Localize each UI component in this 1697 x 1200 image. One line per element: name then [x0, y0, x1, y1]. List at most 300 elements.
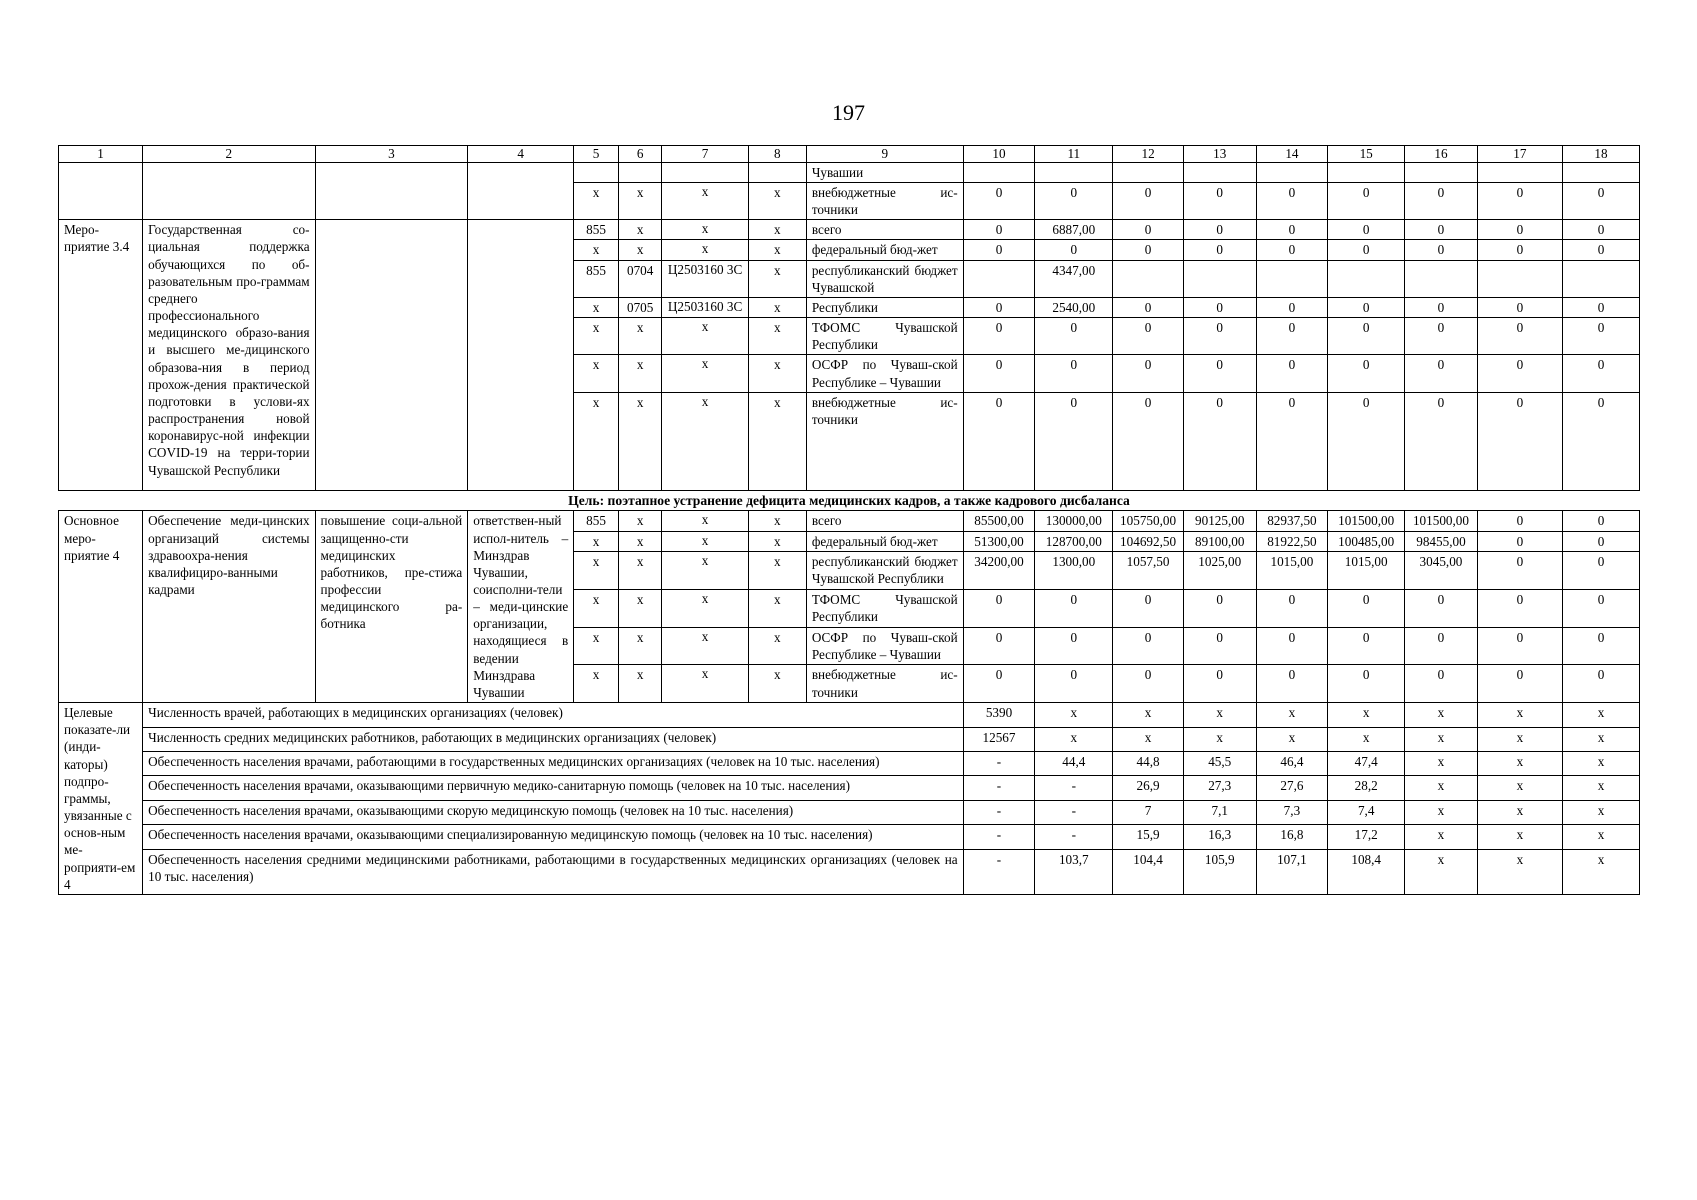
- code-grbs: х: [574, 665, 619, 703]
- indicator-value: х: [1113, 727, 1184, 751]
- amount: 0: [1477, 183, 1562, 220]
- amount: 104692,50: [1113, 531, 1184, 551]
- code-vr: х: [748, 531, 806, 551]
- amount: 0: [1113, 355, 1184, 392]
- code-grbs: х: [574, 355, 619, 392]
- column-number: 14: [1256, 146, 1328, 163]
- amount: 0: [1477, 297, 1562, 317]
- cell: [748, 162, 806, 182]
- amount: 0: [1183, 589, 1256, 627]
- amount: 0: [1477, 355, 1562, 392]
- amount: 0: [1477, 552, 1562, 590]
- indicator-value: -: [1035, 825, 1113, 849]
- amount: 34200,00: [963, 552, 1035, 590]
- amount: 0: [1405, 355, 1478, 392]
- indicator-value: 15,9: [1113, 825, 1184, 849]
- cell: [1405, 162, 1478, 182]
- indicator-value: 27,3: [1183, 776, 1256, 800]
- amount: 0: [1477, 531, 1562, 551]
- cell: [1328, 162, 1405, 182]
- cell: [143, 162, 315, 219]
- amount: 0: [1562, 220, 1639, 240]
- code-rzpr: х: [618, 355, 662, 392]
- indicator-value: 44,8: [1113, 751, 1184, 775]
- cell: [1477, 162, 1562, 182]
- amount: 0: [1256, 220, 1328, 240]
- column-number: 12: [1113, 146, 1184, 163]
- measure-goal: повышение соци-альной защищенно-сти медицинских работников, пре-стижа профессии медицинского ра-ботника: [315, 511, 468, 703]
- amount: 85500,00: [963, 511, 1035, 531]
- amount: 0: [1113, 240, 1184, 260]
- amount: 0: [963, 183, 1035, 220]
- amount: [1256, 260, 1328, 297]
- amount: 0: [1477, 511, 1562, 531]
- code-vr: х: [748, 220, 806, 240]
- indicator-value: -: [963, 849, 1035, 894]
- indicator-value: х: [1405, 703, 1478, 727]
- amount: 0: [1562, 318, 1639, 355]
- amount: 0: [1113, 589, 1184, 627]
- indicator-value: 105,9: [1183, 849, 1256, 894]
- indicator-name: Численность средних медицинских работников, работающих в медицинских организациях (человек): [143, 727, 964, 751]
- code-vr: х: [748, 589, 806, 627]
- code-vr: х: [748, 240, 806, 260]
- amount: 90125,00: [1183, 511, 1256, 531]
- amount: 0: [1405, 589, 1478, 627]
- program-table: [58, 145, 1640, 895]
- amount: 0: [1477, 589, 1562, 627]
- amount: 0: [1562, 665, 1639, 703]
- code-grbs: х: [574, 552, 619, 590]
- amount: 0: [963, 318, 1035, 355]
- indicator-value: х: [1477, 703, 1562, 727]
- amount: 0: [1113, 627, 1184, 665]
- amount: 0: [1328, 665, 1405, 703]
- amount: 0: [1328, 355, 1405, 392]
- amount: 2540,00: [1035, 297, 1113, 317]
- indicator-value: -: [963, 776, 1035, 800]
- code-grbs: х: [574, 627, 619, 665]
- funding-source: всего: [806, 511, 963, 531]
- code-vr: х: [748, 511, 806, 531]
- indicators-label: Целевые показате-ли (инди-каторы) подпро-граммы, увязанные с основ-ным ме-роприяти-ем 4: [59, 703, 143, 895]
- indicator-value: х: [1562, 703, 1639, 727]
- code-vr: х: [748, 552, 806, 590]
- amount: 1025,00: [1183, 552, 1256, 590]
- amount: 0: [1328, 589, 1405, 627]
- amount: 89100,00: [1183, 531, 1256, 551]
- amount: 0: [1477, 665, 1562, 703]
- amount: 0: [1035, 183, 1113, 220]
- amount: 4347,00: [1035, 260, 1113, 297]
- indicator-value: 108,4: [1328, 849, 1405, 894]
- indicator-value: 7,1: [1183, 800, 1256, 824]
- indicator-value: х: [1256, 727, 1328, 751]
- indicator-name: Численность врачей, работающих в медицинских организациях (человек): [143, 703, 964, 727]
- indicator-name: Обеспеченность населения средними медицинскими работниками, работающими в государственных медицинских организациях (человек на 10 тыс. населения): [143, 849, 964, 894]
- amount: 1015,00: [1328, 552, 1405, 590]
- code-rzpr: х: [618, 531, 662, 551]
- column-number: 18: [1562, 146, 1639, 163]
- amount: 0: [963, 240, 1035, 260]
- code-rzpr: х: [618, 665, 662, 703]
- amount: [1183, 260, 1256, 297]
- indicator-value: -: [1035, 800, 1113, 824]
- table-row: [59, 511, 1640, 531]
- column-number: 8: [748, 146, 806, 163]
- indicator-value: 26,9: [1113, 776, 1184, 800]
- code-vr: х: [748, 665, 806, 703]
- funding-source: Чувашии: [806, 162, 963, 182]
- indicator-value: 45,5: [1183, 751, 1256, 775]
- indicator-value: -: [1035, 776, 1113, 800]
- column-number: 11: [1035, 146, 1113, 163]
- code-rzpr: х: [618, 392, 662, 490]
- amount: 130000,00: [1035, 511, 1113, 531]
- code-vr: х: [748, 392, 806, 490]
- amount: 6887,00: [1035, 220, 1113, 240]
- code-grbs: 855: [574, 220, 619, 240]
- indicator-name: Обеспеченность населения врачами, оказывающими первичную медико-санитарную помощь (человек на 10 тыс. населения): [143, 776, 964, 800]
- code-grbs: 855: [574, 260, 619, 297]
- indicator-value: 46,4: [1256, 751, 1328, 775]
- code-grbs: х: [574, 183, 619, 220]
- code-grbs: х: [574, 240, 619, 260]
- code-csr: Ц2503160 3С: [662, 297, 748, 317]
- amount: [1562, 260, 1639, 297]
- cell: [574, 162, 619, 182]
- code-rzpr: х: [618, 220, 662, 240]
- indicator-value: х: [1035, 703, 1113, 727]
- code-grbs: х: [574, 589, 619, 627]
- funding-source: федеральный бюд-жет: [806, 240, 963, 260]
- code-rzpr: х: [618, 183, 662, 220]
- indicator-row: [59, 800, 1640, 824]
- column-number: 9: [806, 146, 963, 163]
- cell: [468, 220, 574, 490]
- amount: 0: [963, 392, 1035, 490]
- amount: 0: [1256, 392, 1328, 490]
- code-csr: х: [662, 240, 748, 260]
- indicator-value: х: [1328, 703, 1405, 727]
- indicator-value: х: [1477, 849, 1562, 894]
- amount: 0: [1477, 392, 1562, 490]
- column-number: 1: [59, 146, 143, 163]
- amount: 0: [1035, 318, 1113, 355]
- column-number: 16: [1405, 146, 1478, 163]
- indicator-value: х: [1477, 800, 1562, 824]
- code-grbs: х: [574, 318, 619, 355]
- code-csr: х: [662, 392, 748, 490]
- table-row: [59, 220, 1640, 240]
- amount: [1477, 260, 1562, 297]
- amount: 0: [1113, 318, 1184, 355]
- measure-label: Основное меро-приятие 4: [59, 511, 143, 703]
- amount: 0: [1562, 511, 1639, 531]
- code-csr: х: [662, 531, 748, 551]
- code-rzpr: х: [618, 240, 662, 260]
- code-vr: х: [748, 297, 806, 317]
- amount: 0: [1035, 355, 1113, 392]
- code-rzpr: х: [618, 511, 662, 531]
- amount: 0: [1562, 531, 1639, 551]
- amount: 0: [1113, 392, 1184, 490]
- amount: 0: [963, 627, 1035, 665]
- cell: [315, 220, 468, 490]
- amount: 0: [1256, 297, 1328, 317]
- amount: 0: [1405, 297, 1478, 317]
- code-rzpr: 0705: [618, 297, 662, 317]
- amount: 0: [1183, 355, 1256, 392]
- code-csr: х: [662, 589, 748, 627]
- amount: 0: [1328, 220, 1405, 240]
- funding-source: ОСФР по Чуваш-ской Республике – Чувашии: [806, 355, 963, 392]
- indicator-name: Обеспеченность населения врачами, работающими в государственных медицинских организациях (человек на 10 тыс. населения): [143, 751, 964, 775]
- cell: [618, 162, 662, 182]
- amount: 0: [1256, 627, 1328, 665]
- amount: 0: [1183, 240, 1256, 260]
- funding-source: ТФОМС Чувашской Республики: [806, 318, 963, 355]
- funding-source: федеральный бюд-жет: [806, 531, 963, 551]
- cell: [1113, 162, 1184, 182]
- amount: 0: [1328, 297, 1405, 317]
- indicator-name: Обеспеченность населения врачами, оказывающими скорую медицинскую помощь (человек на 10 тыс. населения): [143, 800, 964, 824]
- amount: 0: [1035, 240, 1113, 260]
- indicator-value: х: [1035, 727, 1113, 751]
- amount: 0: [1256, 589, 1328, 627]
- amount: 1015,00: [1256, 552, 1328, 590]
- column-number: 13: [1183, 146, 1256, 163]
- amount: 0: [1405, 240, 1478, 260]
- amount: 1300,00: [1035, 552, 1113, 590]
- funding-source: республиканский бюджет Чувашской: [806, 260, 963, 297]
- code-csr: х: [662, 318, 748, 355]
- measure-label: Меро-приятие 3.4: [59, 220, 143, 490]
- amount: 0: [1405, 627, 1478, 665]
- measure-name: Государственная со-циальная поддержка обучающихся по об-разовательным про-граммам среднего профессионального медицинского образо-вания и высшего ме-дицинского образова-ния в период прохож-дения практической подготовки в услови-ях распространения новой коронавирус-ной инфекции COVID-19 на терри-тории Чувашской Республики: [143, 220, 315, 490]
- amount: 1057,50: [1113, 552, 1184, 590]
- indicator-value: 16,3: [1183, 825, 1256, 849]
- amount: 101500,00: [1405, 511, 1478, 531]
- indicator-value: 104,4: [1113, 849, 1184, 894]
- code-rzpr: х: [618, 552, 662, 590]
- amount: 0: [1562, 589, 1639, 627]
- amount: 0: [1183, 220, 1256, 240]
- indicator-value: х: [1477, 727, 1562, 751]
- indicator-value: х: [1183, 727, 1256, 751]
- amount: 0: [1183, 318, 1256, 355]
- amount: 0: [1562, 297, 1639, 317]
- indicator-value: х: [1405, 776, 1478, 800]
- indicator-value: х: [1477, 825, 1562, 849]
- amount: 0: [1328, 318, 1405, 355]
- indicator-value: х: [1183, 703, 1256, 727]
- indicator-value: 7,3: [1256, 800, 1328, 824]
- indicator-value: 7: [1113, 800, 1184, 824]
- funding-source: внебюджетные ис-точники: [806, 665, 963, 703]
- indicator-value: 47,4: [1328, 751, 1405, 775]
- indicator-value: 16,8: [1256, 825, 1328, 849]
- code-csr: х: [662, 511, 748, 531]
- funding-source: республиканский бюджет Чувашской Республики: [806, 552, 963, 590]
- indicator-value: х: [1405, 849, 1478, 894]
- amount: 0: [1477, 220, 1562, 240]
- goal-row: [59, 490, 1640, 511]
- indicator-value: х: [1562, 751, 1639, 775]
- measure-executor: ответствен-ный испол-нитель – Минздрав Чувашии, соисполни-тели – меди-цинские организации, находящиеся в ведении Минздрава Чувашии: [468, 511, 574, 703]
- indicator-value: -: [963, 800, 1035, 824]
- code-csr: х: [662, 183, 748, 220]
- amount: 0: [1328, 392, 1405, 490]
- amount: 0: [1328, 240, 1405, 260]
- funding-source: ТФОМС Чувашской Республики: [806, 589, 963, 627]
- cell: [1256, 162, 1328, 182]
- indicator-row: [59, 825, 1640, 849]
- amount: 0: [1562, 627, 1639, 665]
- indicator-row: [59, 849, 1640, 894]
- amount: 105750,00: [1113, 511, 1184, 531]
- indicator-value: х: [1405, 727, 1478, 751]
- indicator-value: 28,2: [1328, 776, 1405, 800]
- indicator-row: [59, 751, 1640, 775]
- amount: 0: [1183, 627, 1256, 665]
- page-number: 197: [832, 100, 865, 125]
- code-rzpr: х: [618, 627, 662, 665]
- indicator-value: х: [1405, 825, 1478, 849]
- cell: [1183, 162, 1256, 182]
- cell: [662, 162, 748, 182]
- column-number: 3: [315, 146, 468, 163]
- indicator-value: 107,1: [1256, 849, 1328, 894]
- amount: 82937,50: [1256, 511, 1328, 531]
- code-grbs: х: [574, 531, 619, 551]
- amount: [1328, 260, 1405, 297]
- column-number: 6: [618, 146, 662, 163]
- amount: 98455,00: [1405, 531, 1478, 551]
- goal-title: Цель: поэтапное устранение дефицита медицинских кадров, а также кадрового дисбаланса: [59, 490, 1640, 511]
- cell: [963, 162, 1035, 182]
- amount: 0: [1405, 392, 1478, 490]
- code-rzpr: х: [618, 589, 662, 627]
- cell: [468, 162, 574, 219]
- column-number: 17: [1477, 146, 1562, 163]
- amount: 0: [1405, 665, 1478, 703]
- amount: 0: [1405, 183, 1478, 220]
- indicator-value: х: [1328, 727, 1405, 751]
- amount: 0: [1113, 297, 1184, 317]
- indicator-value: х: [1562, 800, 1639, 824]
- funding-source: ОСФР по Чуваш-ской Республике – Чувашии: [806, 627, 963, 665]
- amount: 3045,00: [1405, 552, 1478, 590]
- code-vr: х: [748, 183, 806, 220]
- amount: 0: [1562, 552, 1639, 590]
- amount: 0: [1562, 392, 1639, 490]
- amount: 81922,50: [1256, 531, 1328, 551]
- amount: 0: [1562, 355, 1639, 392]
- amount: 0: [1183, 183, 1256, 220]
- amount: 0: [1477, 318, 1562, 355]
- indicator-value: х: [1405, 800, 1478, 824]
- indicator-value: х: [1562, 849, 1639, 894]
- column-number: 7: [662, 146, 748, 163]
- code-csr: х: [662, 355, 748, 392]
- indicator-value: 7,4: [1328, 800, 1405, 824]
- amount: 0: [1183, 297, 1256, 317]
- column-number: 4: [468, 146, 574, 163]
- funding-source: Республики: [806, 297, 963, 317]
- funding-source: внебюджетные ис-точники: [806, 392, 963, 490]
- code-csr: х: [662, 220, 748, 240]
- amount: 0: [1035, 589, 1113, 627]
- table-row: [59, 162, 1640, 182]
- amount: 0: [1256, 665, 1328, 703]
- indicator-value: 103,7: [1035, 849, 1113, 894]
- amount: 0: [1256, 240, 1328, 260]
- amount: 0: [963, 665, 1035, 703]
- column-number: 10: [963, 146, 1035, 163]
- amount: 0: [963, 355, 1035, 392]
- indicator-value: х: [1562, 776, 1639, 800]
- column-number: 2: [143, 146, 315, 163]
- amount: 0: [1035, 627, 1113, 665]
- indicator-value: х: [1477, 751, 1562, 775]
- code-csr: х: [662, 627, 748, 665]
- cell: [1035, 162, 1113, 182]
- amount: 0: [1477, 240, 1562, 260]
- funding-source: всего: [806, 220, 963, 240]
- code-grbs: 855: [574, 511, 619, 531]
- amount: 0: [1113, 665, 1184, 703]
- amount: 0: [1035, 665, 1113, 703]
- column-number: 15: [1328, 146, 1405, 163]
- indicator-name: Обеспеченность населения врачами, оказывающими специализированную медицинскую помощь (человек на 10 тыс. населения): [143, 825, 964, 849]
- indicator-value: 27,6: [1256, 776, 1328, 800]
- amount: 0: [1405, 220, 1478, 240]
- header-row: [59, 146, 1640, 163]
- measure-name: Обеспечение меди-цинских организаций системы здравоохра-нения квалифициро-ванными кадрами: [143, 511, 315, 703]
- amount: 0: [1328, 627, 1405, 665]
- indicator-row: [59, 727, 1640, 751]
- amount: [1113, 260, 1184, 297]
- code-rzpr: х: [618, 318, 662, 355]
- amount: 0: [1256, 183, 1328, 220]
- amount: 0: [963, 220, 1035, 240]
- code-vr: х: [748, 627, 806, 665]
- code-csr: Ц2503160 3С: [662, 260, 748, 297]
- indicator-value: 5390: [963, 703, 1035, 727]
- indicator-value: х: [1113, 703, 1184, 727]
- indicator-value: -: [963, 751, 1035, 775]
- code-rzpr: 0704: [618, 260, 662, 297]
- indicator-value: х: [1562, 825, 1639, 849]
- indicator-value: х: [1562, 727, 1639, 751]
- indicator-value: 44,4: [1035, 751, 1113, 775]
- amount: 0: [1183, 392, 1256, 490]
- cell: [315, 162, 468, 219]
- code-vr: х: [748, 318, 806, 355]
- amount: 128700,00: [1035, 531, 1113, 551]
- code-csr: х: [662, 665, 748, 703]
- funding-source: внебюджетные ис-точники: [806, 183, 963, 220]
- code-grbs: х: [574, 297, 619, 317]
- amount: 0: [1183, 665, 1256, 703]
- amount: 0: [1562, 240, 1639, 260]
- amount: 0: [1113, 183, 1184, 220]
- amount: 101500,00: [1328, 511, 1405, 531]
- amount: 100485,00: [1328, 531, 1405, 551]
- code-vr: х: [748, 355, 806, 392]
- indicator-row: [59, 776, 1640, 800]
